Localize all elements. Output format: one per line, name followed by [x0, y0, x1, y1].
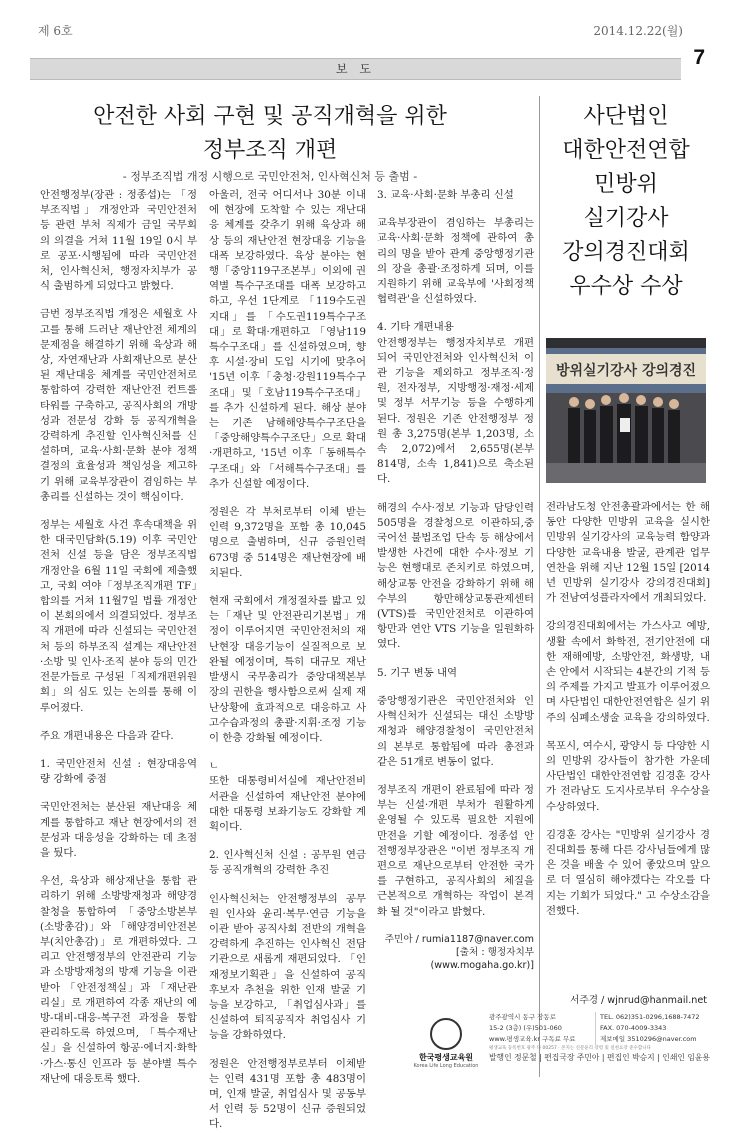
- paragraph: 교육부장관이 겸임하는 부총리는 교육·사회·문화 정책에 관하여 총리의 명을 받아 관계 중앙행정기관의 장을 총괄·조정하게 되며, 이를 지원하기 위해 교육부에 '사회정책협력관'을 신설하였다.: [377, 217, 534, 306]
- source-url-link[interactable]: (www.mogaha.go.kr)]: [430, 959, 534, 971]
- reporter-email-link[interactable]: 주민아 / rumia1187@naver.com: [384, 933, 534, 945]
- paragraph: 정원은 안전행정부로부터 이체받는 인력 431명 포함 총 483명이며, 인재 발굴, 취업심사 및 공동부서 인력 등 52명이 신규 증원되었다.: [209, 1057, 366, 1131]
- paragraph: 아울러, 전국 어디서나 30분 이내에 현장에 도착할 수 있는 재난대응 체계를 갖추기 위해 육상과 해상 등의 재난안전 현장대응 기능을 대폭 보강하였다. 육상 분야는 현행「중앙119구조본부」이외에 권역별 특수구조대를 대폭 보강하고 하고, 우선 1단계로 「119수도권지대」를 「수도권119특수구조대」로 확대·개편하고 「영남119특수구조대」를 신설하였으며, 향후 시설·장비 도입 시기에 맞추어 '15년 이후「충청·강원119특수구조대」및「호남119특수구조대」를 추가 신설하게 된다. 해상 분야는 기존 남해해양특수구조단을 「중앙해양특수구조단」으로 확대·개편하고, '15년 이후「동해특수구조대」와 「서해특수구조대」를 추가 신설할 예정이다.: [209, 189, 366, 490]
- publisher-address: [489, 1012, 589, 1045]
- paragraph: 우선, 육상과 해상재난을 통합 관리하기 위해 소방방재청과 해양경찰청을 통합하여 「중앙소방본부(소방총감)」와 「해양경비안전본부(치안총감)」로 개편하였다. 그리고 안전행정부의 안전관리 기능과 소방방재청의 방재 기능을 이관받아 「안전정책실」과 「재난관리실」로 개편하여 각종 재난의 예방-대비-대응-복구전 과정을 통합 관리하도록 하였으며, 「특수재난실」을 신설하여 항공·에너지·화학·가스·통신 인프라 등 분야별 특수재난에 대응토록 했다.: [40, 875, 197, 1085]
- address-line: 광주광역시 동구 장동로: [489, 1013, 556, 1021]
- main-headline: [70, 100, 470, 168]
- publisher-contact: [595, 1012, 712, 1045]
- paragraph: 안전행정부(장관 : 정종섭)는 「정부조직법」개정안과 국민안전처 등 관련 부처 직제가 금일 국무회의 의결을 거쳐 11월 19일 0시 부로 공포·시행됨에 따라 국민안전처, 인사혁신처, 행정자치부가 공식 출범하게 되었다고 밝혔다.: [40, 189, 197, 293]
- side-headline-line: 민방위: [594, 172, 658, 197]
- publisher-logo: [405, 1018, 487, 1068]
- tip-email[interactable]: 제보메일 3510296@naver.com: [600, 1035, 697, 1043]
- side-article-body: [546, 500, 710, 932]
- side-headline: [546, 100, 706, 304]
- headline-line-2: 정부조직 개편: [202, 138, 338, 163]
- side-headline-line: 강의경진대회: [562, 240, 690, 265]
- logo-name: 한국평생교육원: [418, 1053, 474, 1062]
- page-number: 7: [693, 46, 705, 69]
- paragraph: 김경훈 강사는 "민방위 실기강사 경진대회를 통해 다른 강사님들에게 많은 것을 배울 수 있어 좋았으며 앞으로 더 열심히 해야겠다는 각오를 다지는 기회가 되었다." 고 수상소감을 전했다.: [546, 828, 710, 917]
- registration-note: 평생교육 등록번호 광주 다 00257 · 본지는 신문윤리 강령 및 실천요강 준수합니다: [489, 1046, 651, 1051]
- paragraph: 목포시, 여수시, 광양시 등 다양한 시의 민방위 강사들이 참가한 가운데 사단법인 대한안전연합 김경훈 강사가 전라남도 도지사로부터 우수상을 수상하였다.: [546, 739, 710, 813]
- paragraph: 인사혁신처는 안전행정부의 공무원 인사와 윤리·복무·연금 기능을 이관 받아 공직사회 전반의 개혁을 강력하게 추진하는 인사혁신 전담기관으로 새롭게 재편되었다. 「인재정보기획관」을 신설하여 공직후보자 추천을 위한 인재 발굴 기능을 보강하고, 「취업심사과」를 신설하여 퇴직공직자 취업심사 기능을 강화하였다.: [209, 892, 366, 1042]
- subheading: 3. 교육·사회·문화 부총리 신설: [377, 189, 514, 201]
- article-credit: [377, 933, 534, 972]
- column-divider: [539, 96, 540, 1077]
- paragraph: 중앙행정기관은 국민안전처와 인사혁신처가 신설되는 대신 소방방재청과 해양경찰청이 국민안전처의 본부로 통합됨에 따라 총전과 같은 51개로 변동이 없다.: [377, 694, 534, 768]
- paragraph: 정부조직 개편이 완료됨에 따라 정부는 신설·개편 부처가 원활하게 운영될 수 있도록 필요한 지원에 만전을 기할 예정이다. 정종섭 안전행정부장관은 "이번 정부조직 개편으로 재난으로부터 안전한 국가를 구현하고, 공직사회의 체질을 근본적으로 개혁하는 작업이 본격화 될 것"이라고 밝혔다.: [377, 783, 534, 918]
- address-line: 15-2 (3층) (우)501-060: [489, 1024, 562, 1032]
- telephone: TEL. 062)351-0296,1688-7472: [600, 1013, 700, 1021]
- issue-number: 제 6호: [38, 24, 73, 38]
- paragraph: 현재 국회에서 개정절차를 밟고 있는「재난 및 안전관리기본법」개정이 이루어지면 국민안전처의 재난현장 대응기능이 실질적으로 보완될 예정이며, 특히 대규모 재난발생시 국무총리가 중앙대책본부장의 권한을 행사함으로써 실제 재난상황에 효과적으로 대응하고 사고수습과정의 총괄·지휘·조정 기능이 한층 강화될 예정이다.: [209, 595, 366, 744]
- banner-text: 방위실기강사 강의경진: [555, 363, 697, 379]
- main-subtitle: - 정부조직법 개정 시행으로 국민안전처, 인사혁신처 등 출범 -: [122, 170, 418, 183]
- section-label: 보 도: [336, 62, 375, 76]
- fax: FAX. 070-4009-3343: [600, 1024, 667, 1032]
- group-photo-illustration: [546, 338, 706, 483]
- paragraph: 정부는 세월호 사건 후속대책을 위한 대국민담화(5.19) 이후 국민안전처 신설 등을 담은 정부조직법 개정안을 6월 11일 국회에 제출했고, 국회 여야「정부조직개편 TF」합의를 거쳐 11월7일 법률 개정안이 본회의에서 의결되었다. 정부조직 개편에 따라 신설되는 국민안전처 등의 하부조직 설계는 재난안전·소방 및 인사·조직 분야 등의 민간 전문가들로 구성된「직제개편위원회」의 심도 있는 논의를 통해 이루어졌다.: [40, 519, 197, 714]
- source-label: [출처 : 행정자치부: [456, 946, 534, 958]
- paragraph: 국민안전처는 분산된 재난대응 체계를 통합하고 재난 현장에서의 전문성과 대응성을 강화하는 데 초점을 뒀다.: [40, 801, 197, 859]
- subheading: 2. 인사혁신처 신설 : 공무원 연금 등 공직개혁의 강력한 추진: [209, 849, 366, 877]
- subheading: 1. 국민안전처 신설 : 현장대응역량 강화에 중점: [40, 757, 197, 786]
- section-bar: [30, 58, 681, 80]
- page-header: [30, 0, 707, 80]
- paragraph: ㄴ 또한 대통령비서실에 재난안전비서관을 신설하여 재난안전 분야에 대한 대통령 보좌기능도 강화할 계획이다.: [209, 760, 366, 833]
- issue-date: 2014.12.22(월): [593, 24, 683, 38]
- paragraph: 해경의 수사·정보 기능과 담당인력 505명을 경찰청으로 이관하되,중국어선 불법조업 단속 등 해상에서 발생한 사건에 대한 수사·정보 기능은 현행대로 존치키로 하였으며, 해상교통 안전을 강화하기 위해 해수부의 항만해상교통관제센터(VTS)를 국민안전처로 이관하여 항만과 연안 VTS 기능을 일원화하였다.: [377, 501, 534, 651]
- side-headline-line: 사단법인: [583, 104, 669, 129]
- paragraph: 전라남도청 안전총괄과에서는 한 해 동안 다양한 민방위 교육을 실시한 민방위 실기강사의 교육능력 함양과 다양한 교육내용 발굴, 관계관 업무 연찬을 위해 지난 12월 15일 [2014년 민방위 실기강사 강의경진대회]가 전남여성플라자에서 개최되었다.: [546, 501, 710, 605]
- paragraph: 4. 기타 개편내용 안전행정부는 행정자치부로 개편되어 국민안전처와 인사혁신처 이관 기능을 제외하고 정부조직·정원, 전자정부, 지방행정·재정·세제 및 정부 서무기능 등을 수행하게 된다. 정원은 기존 안전행정부 정원 총 3,275명(본부 1,203명, 소속 2,072)에서 2,655명(본부 814명, 소속 1,841)으로 축소된다.: [377, 321, 534, 486]
- article-column-1: [40, 188, 197, 1100]
- side-article-credit[interactable]: 서주경 / wjnrud@hanmail.net: [570, 995, 707, 1006]
- paragraph: 정원은 각 부처로부터 이체 받는 인력 9,372명을 포함 총 10,045명으로 출범하며, 신규 증원인력 673명 중 514명은 재난현장에 배치된다.: [209, 506, 366, 579]
- paragraph: 강의경진대회에서는 가스사고 예방, 생활 속에서 화학전, 전기안전에 대한 재해예방, 소방안전, 화생방, 내 손 안에서 시작되는 4분간의 기적 등의 주제를 가지고 발표가 이루어졌으며 사단법인 대한안전연합은 실기 위주의 심폐소생술 교육을 강의하였다.: [546, 620, 710, 724]
- article-column-3: [377, 188, 534, 972]
- staff-credits: 발행인 정문철 | 편집국장 주민아 | 편집인 박승지 | 인쇄인 임윤용: [489, 1053, 710, 1062]
- logo-subtitle: Korea Life Long Education: [413, 1063, 479, 1069]
- headline-line-1: 안전한 사회 구현 및 공직개혁을 위한: [93, 104, 447, 129]
- side-headline-line: 대한안전연합: [562, 138, 690, 163]
- side-headline-line: 실기강사: [583, 206, 669, 231]
- paragraph: 금번 정부조직법 개정은 세월호 사고를 통해 드러난 재난안전 체계의 문제점을 해결하기 위해 육상과 해상, 자연재난과 사회재난으로 분산된 재난대응 체계를 국민안전처로 통합하여 강력한 재난안전 컨트롤타워를 구축하고, 공직사회의 개방성과 전문성 강화 등 공직개혁을 강력하게 추진할 인사혁신처를 신설하며, 교육·사회·문화 분야 정책결정의 효율성과 책임성을 제고하기 위해 교육부장관이 겸임하는 부총리를 신설하는 것이 핵심이다.: [40, 308, 197, 503]
- side-headline-line: 우수상 수상: [569, 274, 683, 299]
- website-link[interactable]: www.평생교육.kr 구독료 무료: [489, 1035, 576, 1043]
- publisher-footer: [405, 1012, 710, 1070]
- logo-emblem-icon: [430, 1018, 462, 1050]
- award-photo: [546, 338, 706, 483]
- paragraph: 주요 개편내용은 다음과 같다.: [40, 729, 174, 742]
- subheading: 5. 기구 변동 내역: [377, 666, 458, 679]
- article-column-2: [209, 188, 366, 1146]
